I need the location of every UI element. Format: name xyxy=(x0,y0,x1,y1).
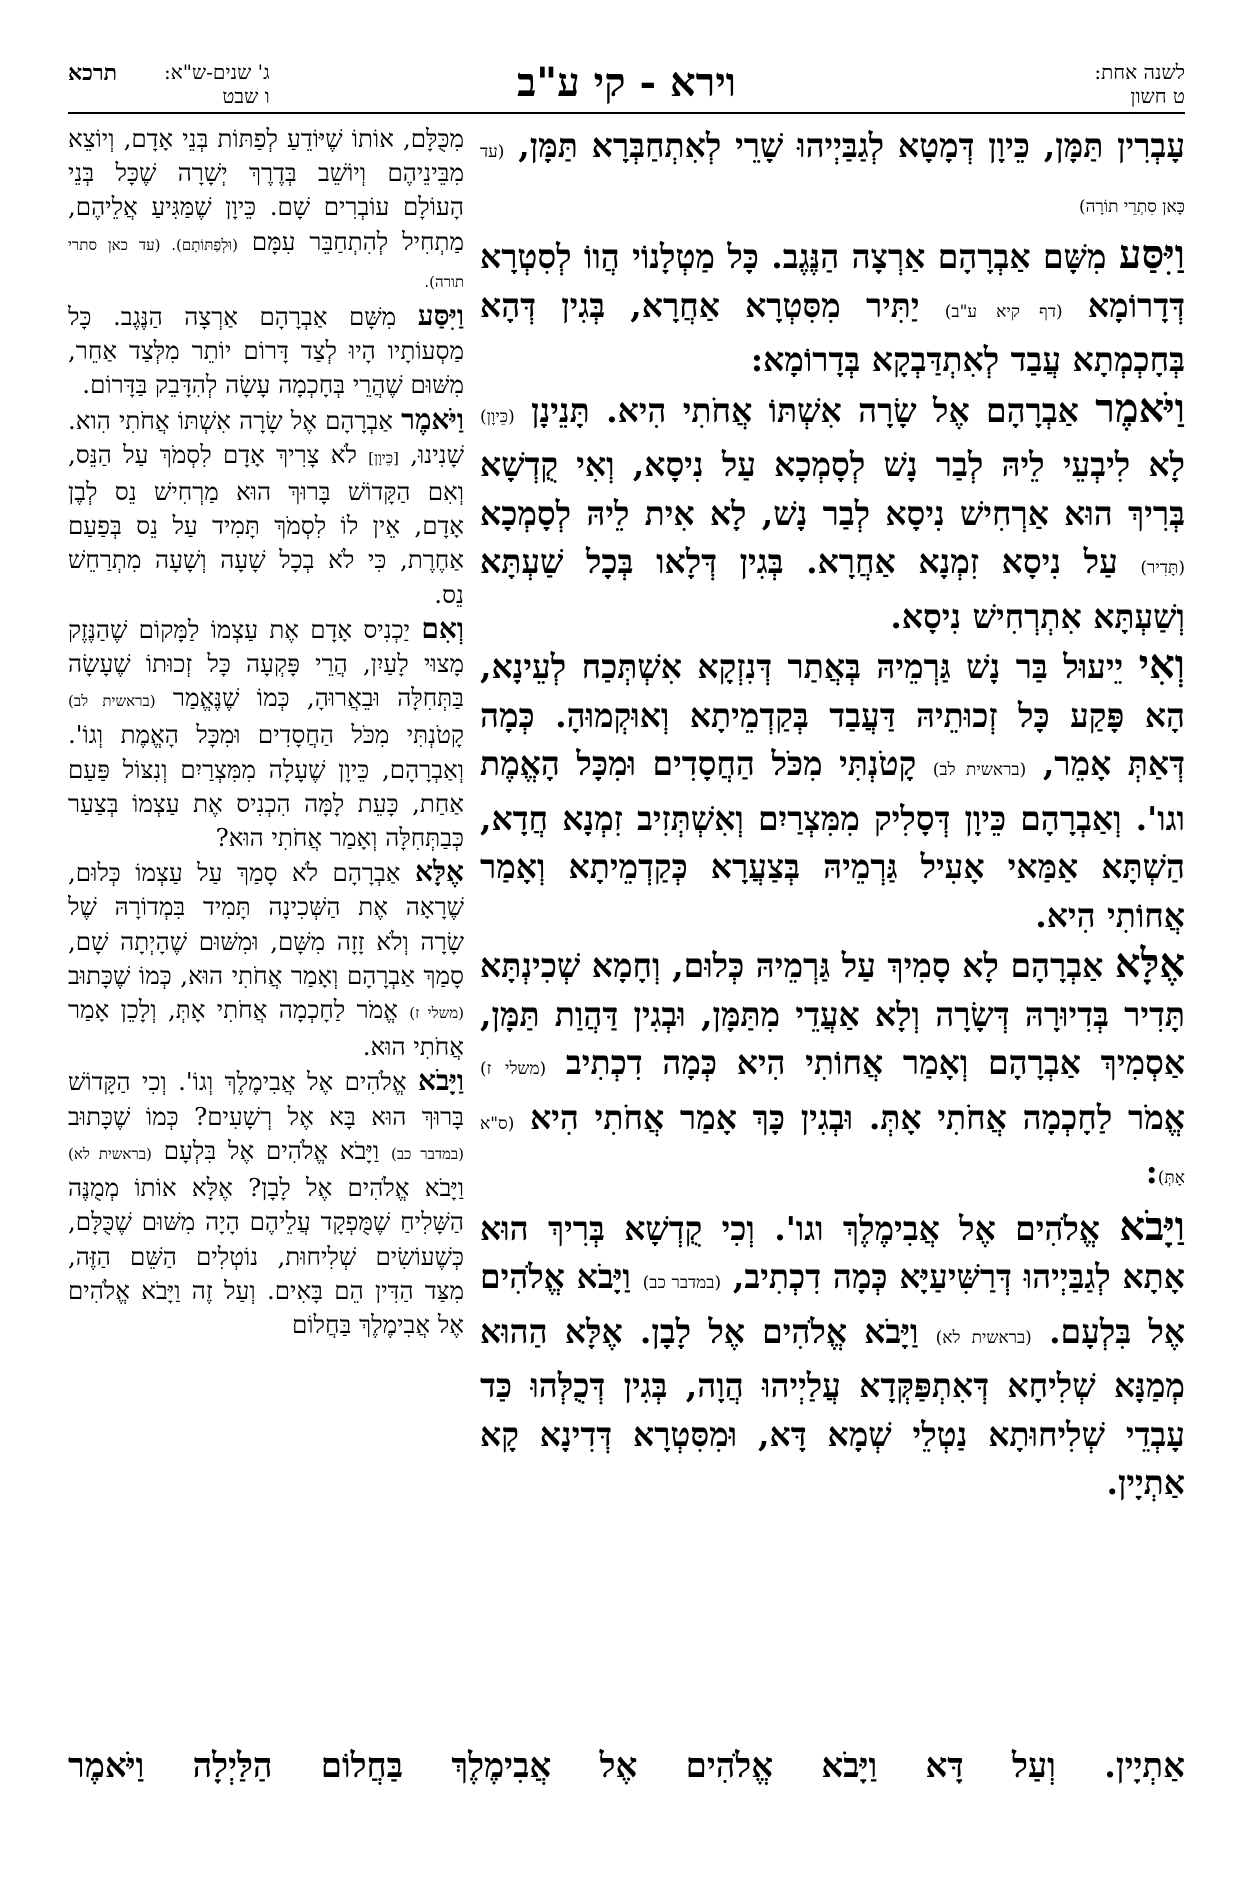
paragraph-opening-word: וְאִם xyxy=(421,611,464,645)
reference-note: (בראשית לא) xyxy=(68,1144,152,1163)
page-header xyxy=(68,60,1185,112)
header-schedule-three-years xyxy=(164,60,270,108)
reference-note: [כֵּיוָן] xyxy=(368,448,399,467)
header-divider xyxy=(68,112,1185,114)
main-text-column xyxy=(480,122,1185,1732)
reference-note: (ס"א אָתְּ) xyxy=(480,1113,1185,1188)
reference-note: (דף קיא ע"ב) xyxy=(944,301,1063,322)
reference-note: (וּלְפַתּוֹתָם). (עד כאן סתרי תורה). xyxy=(68,235,464,291)
reference-note: (בראשית לא) xyxy=(935,1327,1032,1348)
header-schedule-date: ט חשון xyxy=(1130,84,1185,108)
header-schedule-date-alt: ו שבט xyxy=(222,84,270,108)
paragraph-opening-word: וַיֹּאמֶר xyxy=(1095,384,1185,432)
translation-paragraph: מִכֻּלָּם, אוֹתוֹ שֶׁיּוֹדֵעַ לְפַתּוֹת בְּנֵי אָדָם, וְיוֹצֵא מִבֵּינֵיהֶם וְיוֹשֵׁב בְּדֶרֶךְ יְשָׁרָה שֶׁכָּל בְּנֵי הָעוֹלָם עוֹבְרִים שָׁם. כֵּיוָן שֶׁמַּגִּיעַ אֲלֵיהֶם, מַתְחִיל לְהִתְחַבֵּר עִמָּם (וּלְפַתּוֹתָם). (עד כאן סתרי תורה). xyxy=(68,124,464,291)
translation-paragraph: וַיֹּאמֶר אַבְרָהָם אֶל שָׂרָה אִשְׁתּוֹ אֲחֹתִי הִוא. שָׁנִינוּ, [כֵּיוָן] לֹא צָרִיךְ אָדָם לִסְמֹךְ עַל הַנֵּס, וְאִם הַקָּדוֹשׁ בָּרוּךְ הוּא מַרְחִישׁ נֵס לְבֶן אָדָם, אֵין לוֹ לִסְמֹךְ תָּמִיד עַל נֵס בְּפַעַם אַחֶרֶת, כִּי לֹא בְכָל שָׁעָה וְשָׁעָה מִתְרַחֵשׁ נֵס. xyxy=(68,402,464,609)
page-title: וירא - קי ע"ב xyxy=(516,59,737,106)
header-schedule-label: לשנה אחת: xyxy=(1094,60,1185,84)
reference-note: (בראשית לב) xyxy=(932,760,1027,780)
main-paragraph: אֶלָּא אַבְרָהָם לָא סָמִיךְ עַל גַּרְמֵיהּ כְּלוּם, וְחָמָא שְׁכִינְתָּא תָּדִיר בְּדִיוּרָהּ דְּשָׂרָה וְלָא אַעֲדֵי מִתַּמָּן, וּבְגִין דַּהֲוַת תַּמָּן, אַסְמִיךְ אַבְרָהָם וְאָמַר אֲחוֹתִי הִיא כְּמָה דִכְתִיב (משלי ז) אֱמֹר לַחָכְמָה אֲחֹתִי אָתְּ. וּבְגִין כָּךְ אָמַר אֲחֹתִי הִיא (ס"א אָתְּ): xyxy=(480,940,1185,1191)
paragraph-opening-word: וַיִּסַּע xyxy=(1118,231,1185,278)
paragraph-opening-word: אֶלָּא xyxy=(1114,940,1185,987)
paragraph-opening-word: וַיִּסַּע xyxy=(417,299,464,333)
main-paragraph: וַיָּבֹא אֱלֹהִים אֶל אֲבִימֶלֶךְ וגו'. וְכִי קֻדְשָׁא בְּרִיךְ הוּא אָתָא לְגַבַּיְיהוּ דְּרַשִּׁיעַיָּא כְּמָה דִכְתִיב, (במדבר כב) וַיָּבֹא אֱלֹהִים אֶל בִּלְעָם. (בראשית לא) וַיָּבֹא אֱלֹהִים אֶל לָבָן. אֶלָּא הַהוּא מְמַנָּא שְׁלִיחָא דְּאִתְפַּקְּדָא עֲלַיְיהוּ הֲוָה, בְּגִין דְּכֻלְּהוּ כַּד עָבְדֵי שְׁלִיחוּתָא נַטְלֵי שְׁמָא דָּא, וּמִסִּטְרָא דְּדִינָא קָא אַתְיָין. xyxy=(480,1202,1185,1502)
paragraph-opening-word: וַיֹּאמֶר xyxy=(401,402,464,436)
translation-paragraph: וַיִּסַּע מִשָּׁם אַבְרָהָם אַרְצָה הַנֶּגֶב. כָּל מַסְעוֹתָיו הָיוּ לְצַד דָּרוֹם יוֹתֵר מִלְּצַד אַחֵר, מִשּׁוּם שֶׁהֲרֵי בְּחָכְמָה עָשָׂה לְהִדָּבֵק בַּדָּרוֹם. xyxy=(68,299,464,400)
reference-note: (במדבר כב) xyxy=(390,1144,464,1163)
paragraph-opening-word: וַיָּבֹא xyxy=(1119,1202,1185,1250)
header-schedule-label-alt: ג' שנים-ש"א: xyxy=(164,60,270,84)
reference-note: (בראשית לב) xyxy=(68,692,156,711)
main-paragraph: וַיֹּאמֶר אַבְרָהָם אֶל שָׂרָה אִשְׁתּוֹ אֲחֹתִי הִיא. תָּנֵינָן (כֵּיוָן) לָא לִיבְעֵי לֵיהּ לְבַר נָשׁ לְסָמְכָא עַל נִיסָא, וְאִי קֻדְשָׁא בְּרִיךְ הוּא אַרְחִישׁ נִיסָא לְבַר נָשׁ, לָא אִית לֵיהּ לְסָמְכָא (תָּדִיר) עַל נִיסָא זִמְנָא אַחֲרָא. בְּגִין דְּלָאו בְּכָל שַׁעְתָּא וְשַׁעְתָּא אִתְרְחִישׁ נִיסָא. xyxy=(480,384,1185,636)
translation-paragraph: וְאִם יַכְנִיס אָדָם אֶת עַצְמוֹ לַמָּקוֹם שֶׁהַנֶּזֶק מָצוּי לָעַיִן, הֲרֵי פָּקְעָה כָּל זְכוּתוֹ שֶׁעָשָׂה בַּתְּחִלָּה וּבֵאֲרוּהָ, כְּמוֹ שֶׁנֶּאֱמַר (בראשית לב) קָטֹנְתִּי מִכֹּל הַחֲסָדִים וּמִכָּל הָאֱמֶת וְגוֹ'. וְאַבְרָהָם, כֵּיוָן שֶׁעָלָה מִמִּצְרַיִם וְנִצּוֹל פַּעַם אַחַת, כָּעֵת לָמָּה הִכְנִיס אֶת עַצְמוֹ בְּצַעַר כְּבַתְּחִלָּה וְאָמַר אֲחֹתִי הוּא? xyxy=(68,611,464,853)
reference-note: (כֵּיוָן) xyxy=(480,406,515,427)
main-paragraph: עָבְרִין תַּמָּן, כֵּיוָן דְּמָטָא לְגַבַּיְיהוּ שָׁרֵי לְאִתְחַבְּרָא תַּמָּן, (עד כָּאן סִתְרֵי תוֹרָה) xyxy=(480,126,1185,217)
full-width-closing-line: אַתְיָין. וְעַל דָּא וַיָּבֹא אֱלֹהִים אֶל אֲבִימֶלֶךְ בַּחֲלוֹם הַלַּיְלָה וַיֹּאמֶר xyxy=(68,1746,1185,1786)
translation-paragraph: וַיָּבֹא אֱלֹהִים אֶל אֲבִימֶלֶךְ וְגוֹ'. וְכִי הַקָּדוֹשׁ בָּרוּךְ הוּא בָּא אֶל רְשָׁעִים? כְּמוֹ שֶׁכָּתוּב (במדבר כב) וַיָּבֹא אֱלֹהִים אֶל בִּלְעָם (בראשית לא) וַיָּבֹא אֱלֹהִים אֶל לָבָן? אֶלָּא אוֹתוֹ מְמֻנֶּה הַשָּׁלִיחַ שֶׁמֻּפְקָד עֲלֵיהֶם הָיָה מִשּׁוּם שֶׁכֻּלָּם, כְּשֶׁעוֹשִׂים שְׁלִיחוּת, נוֹטְלִים הַשֵּׁם הַזֶּה, מִצַּד הַדִּין הֵם בָּאִים. וְעַל זֶה וַיָּבֹא אֱלֹהִים אֶל אֲבִימֶלֶךְ בַּחֲלוֹם xyxy=(68,1064,464,1339)
paragraph-opening-word: וַיָּבֹא xyxy=(418,1064,464,1098)
paragraph-opening-word: וְאִי xyxy=(1138,641,1185,688)
translation-paragraph: אֶלָּא אַבְרָהָם לֹא סָמַךְ עַל עַצְמוֹ כְּלוּם, שֶׁרָאָה אֶת הַשְּׁכִינָה תָּמִיד בִּמְדוֹרָהּ שֶׁל שָׂרָה וְלֹא זָזָה מִשָּׁם, וּמִשּׁוּם שֶׁהָיְתָה שָׁם, סָמַךְ אַבְרָהָם וְאָמַר אֲחֹתִי הוּא, כְּמוֹ שֶׁכָּתוּב (משלי ז) אֱמֹר לַחָכְמָה אֲחֹתִי אָתְּ, וְלָכֵן אָמַר אֲחֹתִי הוּא. xyxy=(68,855,464,1062)
reference-note: (משלי ז) xyxy=(480,1059,547,1079)
reference-note: (תָּדִיר) xyxy=(1140,558,1185,578)
paragraph-opening-word: אֶלָּא xyxy=(414,855,464,889)
reference-note: (עד כָּאן סִתְרֵי תוֹרָה) xyxy=(480,142,1185,217)
main-paragraph: וְאִי יֵיעוּל בַּר נָשׁ גַּרְמֵיהּ בְּאֲתַר דְּנִזְקָא אִשְׁתְּכַח לְעֵינָא, הָא פָּקַע כָּל זְכוּתֵיהּ דַּעֲבַד בְּקַדְמֵיתָא וְאוּקְמוּהָ. כְּמָה דְּאַתְּ אָמֵר, (בראשית לב) קָטֹנְתִּי מִכֹּל הַחֲסָדִים וּמִכָּל הָאֱמֶת וגו'. וְאַבְרָהָם כֵּיוָן דְּסָלִיק מִמִּצְרַיִם וְאִשְׁתְּזִיב זִמְנָא חֲדָא, הַשְׁתָּא אַמַּאי אָעִיל גַּרְמֵיהּ בְּצַעֲרָא כְּקַדְמֵיתָא וְאָמַר אֲחוֹתִי הִיא. xyxy=(480,641,1185,935)
translation-column xyxy=(68,122,464,1732)
page-number: תרכא xyxy=(68,60,118,86)
reference-note: (במדבר כב) xyxy=(642,1273,722,1293)
main-paragraph: וַיִּסַּע מִשָּׁם אַבְרָהָם אַרְצָה הַנֶּגֶב. כָּל מַטְלָנוֹי הֲווֹ לְסִטְרָא דְּדָרוֹמָא (דף קיא ע"ב) יַתִּיר מִסִּטְרָא אַחֲרָא, בְּגִין דְּהָא בְּחָכְמְתָא עֲבַד לְאִתְדַּבְקָא בְּדָרוֹמָא: xyxy=(480,231,1185,379)
reference-note: (משלי ז) xyxy=(409,1004,464,1023)
